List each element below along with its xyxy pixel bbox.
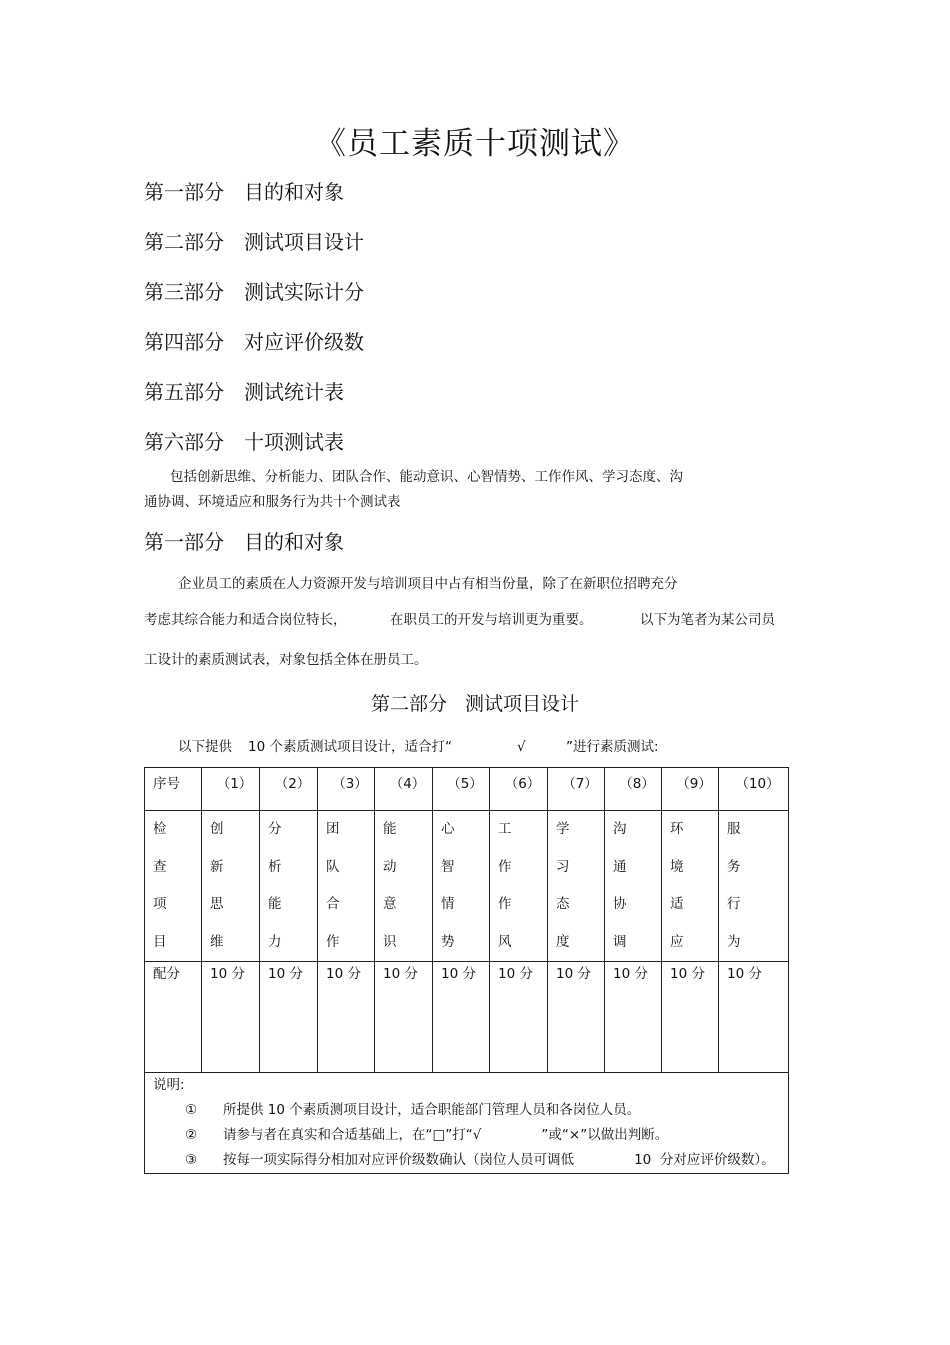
section-2-title: 测试项目设计 [465,693,580,715]
toc-item-number: 第五部分 [144,380,224,404]
table-cell [433,811,490,962]
note-marker: ② [185,1127,198,1143]
char: 协 [613,896,627,912]
char: 团 [326,821,340,837]
table-cell: （7） [548,768,605,811]
table-row [145,811,789,962]
note-text: 所提供 10 个素质测项目设计，适合职能部门管理人员和各岗位人员。 [223,1102,641,1118]
char: 度 [556,933,570,950]
table-cell: 10 分 [719,962,789,1073]
table-cell: 10 分 [490,962,548,1073]
char: 为 [727,933,741,950]
section-1-line-1: 企业员工的素质在人力资源开发与培训项目中占有相当份量，除了在新职位招聘充分 [178,576,678,592]
table-row [145,768,789,811]
table-cell: 10 分 [202,962,260,1073]
char: 作 [326,933,340,950]
toc-item [144,175,364,225]
note-item [153,1098,788,1123]
section-1-heading [144,527,344,557]
char: 维 [210,933,224,950]
note-marker: ① [185,1102,198,1118]
char: 识 [383,933,397,950]
section-2-number: 第二部分 [370,693,447,715]
table-cell [490,811,548,962]
char: 析 [268,858,282,875]
char: 思 [210,896,224,912]
toc-item [144,225,364,275]
char: 新 [210,858,224,875]
char: 查 [153,858,167,875]
char: 分 [268,821,282,837]
section-1-title: 目的和对象 [244,530,344,554]
toc-item [144,275,364,325]
char: 境 [670,858,684,875]
toc-item-number: 第三部分 [144,280,224,304]
char: 心 [441,821,455,837]
section-2-intro-a: 以下提供 [178,739,232,755]
char: 作 [498,858,512,875]
notes-title: 说明: [153,1077,185,1093]
char: 智 [441,858,455,875]
checkmark-symbol: √ [517,739,526,755]
toc-item-number: 第一部分 [144,180,224,204]
char: 适 [670,896,684,912]
toc-item [144,375,364,425]
table-cell: 10 分 [433,962,490,1073]
table-cell: （8） [605,768,662,811]
toc-item-label: 十项测试表 [244,430,344,454]
table-cell: （4） [375,768,433,811]
table-cell: 10 分 [318,962,375,1073]
section-1-line-2c: 以下为笔者为某公司员 [640,612,775,628]
toc-item-label: 测试实际计分 [244,280,364,304]
char: 务 [727,858,741,875]
test-items-table [144,767,789,1174]
table-cell: 10 分 [548,962,605,1073]
table-cell: 10 分 [662,962,719,1073]
toc-item-number: 第二部分 [144,230,224,254]
char: 调 [613,933,627,950]
toc-item-label: 测试项目设计 [244,230,364,254]
char: 风 [498,933,512,950]
table-cell [260,811,318,962]
char: 力 [268,933,282,950]
table-row [145,1073,789,1174]
char: 行 [727,896,741,912]
char: 服 [727,821,741,837]
table-cell [548,811,605,962]
char: 动 [383,858,397,875]
table-cell [202,811,260,962]
char: 能 [268,896,282,912]
toc-item-label: 测试统计表 [244,380,344,404]
table-cell [719,811,789,962]
char: 习 [556,858,570,875]
char: 环 [670,821,684,837]
section-2-intro-b: 10 个素质测试项目设计，适合打“ [248,739,452,755]
row-header-score: 配分 [145,962,202,1073]
table-of-contents [144,175,364,475]
note-item [153,1123,788,1148]
table-row [145,962,789,1073]
table-cell: 10 分 [605,962,662,1073]
char: 学 [556,821,570,837]
table-cell: （9） [662,768,719,811]
note-text: 请参与者在真实和合适基础上，在“□”打“√ ”或“×”以做出判断。 [223,1127,669,1143]
table-cell: （10） [719,768,789,811]
section-1-line-2b: 在职员工的开发与培训更为重要。 [390,612,593,628]
table-cell: 10 分 [375,962,433,1073]
char: 沟 [613,821,627,837]
char: 作 [498,896,512,912]
char: 能 [383,821,397,837]
char: 工 [498,821,512,837]
row-header-check-items [145,811,202,962]
section-1-line-3: 工设计的素质测试表，对象包括全体在册员工。 [144,652,428,668]
table-cell: （2） [260,768,318,811]
char: 队 [326,858,340,875]
toc-item [144,325,364,375]
char: 目 [153,933,167,950]
table-cell: （6） [490,768,548,811]
char: 检 [153,821,167,837]
char: 意 [383,896,397,912]
char: 应 [670,933,684,950]
table-cell: 10 分 [260,962,318,1073]
section-1-line-2a: 考虑其综合能力和适合岗位特长， [144,612,347,628]
note-text: 按每一项实际得分相加对应评价级数确认（岗位人员可调低 10 分对应评价级数）。 [223,1152,775,1168]
table-cell [662,811,719,962]
toc-item-number: 第六部分 [144,430,224,454]
table-cell [605,811,662,962]
char: 合 [326,896,340,912]
row-header-number: 序号 [145,768,202,811]
intro-line-1: 包括创新思维、分析能力、团队合作、能动意识、心智情势、工作作风、学习态度、沟 [170,469,683,485]
section-2-heading [0,690,950,718]
document-title: 《员工素质十项测试》 [315,126,635,162]
char: 项 [153,896,167,912]
intro-line-2: 通协调、环境适应和服务行为共十个测试表 [144,494,401,510]
table-cell: （5） [433,768,490,811]
char: 创 [210,821,224,837]
section-2-intro-d: ”进行素质测试: [566,739,659,755]
char: 势 [441,933,455,950]
section-1-number: 第一部分 [144,530,224,554]
table-cell [375,811,433,962]
toc-item-label: 对应评价级数 [244,330,364,354]
char: 态 [556,896,570,912]
toc-item-number: 第四部分 [144,330,224,354]
note-item [153,1148,788,1173]
table-cell: （3） [318,768,375,811]
char: 通 [613,858,627,875]
toc-item-label: 目的和对象 [244,180,344,204]
notes-cell [145,1073,789,1174]
char: 情 [441,896,455,912]
note-marker: ③ [185,1152,198,1168]
table-cell [318,811,375,962]
table-cell: （1） [202,768,260,811]
